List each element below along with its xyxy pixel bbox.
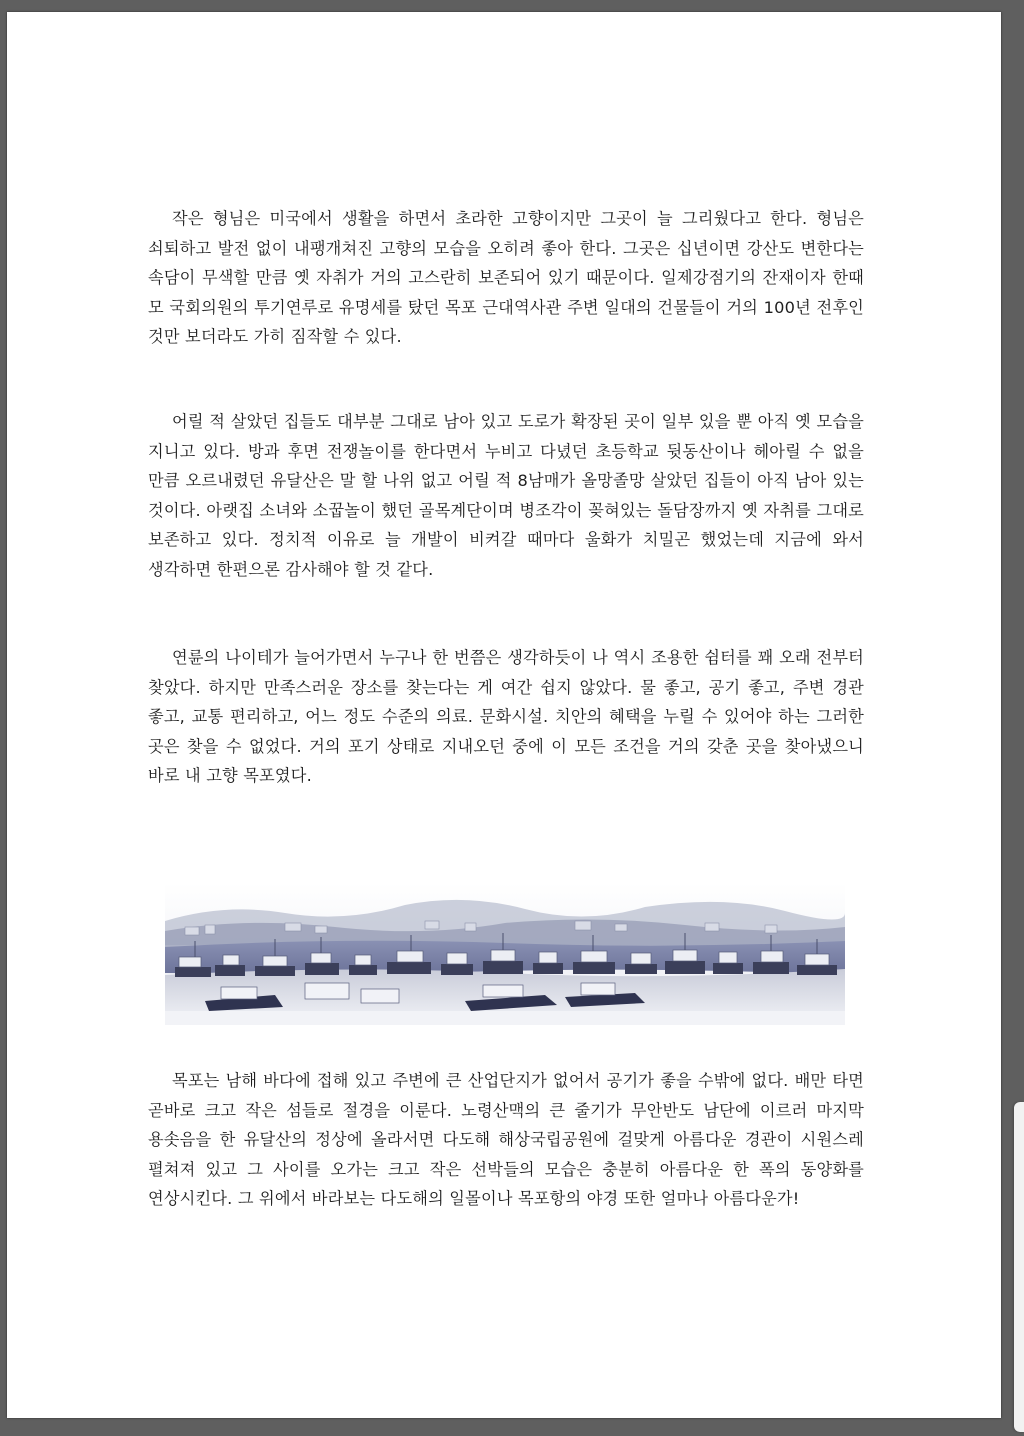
paragraph-1: 작은 형님은 미국에서 생활을 하면서 초라한 고향이지만 그곳이 늘 그리웠다고 한다. 형님은 쇠퇴하고 발전 없이 내팽개쳐진 고향의 모습을 오히려 좋아 한다. 그곳은 십년이면 강산도 변한다는 속담이 무색할 만큼 옛 자취가 거의 고스란히 보존되어 있기 때문이다. 일제강점기의 잔재이자 한때 모 국회의원의 투기연루로 유명세를 탔던 목포 근대역사관 주변 일대의 건물들이 거의 100년 전후인 것만 보더라도 가히 짐작할 수 있다. [148, 209, 864, 347]
document-page [7, 12, 1001, 1418]
paragraph-2: 어릴 적 살았던 집들도 대부분 그대로 남아 있고 도로가 확장된 곳이 일부 있을 뿐 아직 옛 모습을 지니고 있다. 방과 후면 전쟁놀이를 한다면서 누비고 다녔던 초등학교 뒷동산이나 헤아릴 수 없을 만큼 오르내렸던 유달산은 말 할 나위 없고 어릴 적 8남매가 올망졸망 살았던 집들이 아직 남아 있는 것이다. 아랫집 소녀와 소꿉놀이 했던 골목계단이며 병조각이 꽂혀있는 돌담장까지 옛 자취를 그대로 보존하고 있다. 정치적 이유로 늘 개발이 비켜갈 때마다 울화가 치밀곤 했었는데 지금에 와서 생각하면 한편으론 감사해야 할 것 같다. [148, 412, 864, 579]
harbor-photo [165, 883, 845, 1025]
scroll-handle[interactable] [1014, 1102, 1024, 1432]
paragraph-4: 목포는 남해 바다에 접해 있고 주변에 큰 산업단지가 없어서 공기가 좋을 수밖에 없다. 배만 타면 곧바로 크고 작은 섬들로 절경을 이룬다. 노령산맥의 큰 줄기가 무안반도 남단에 이르러 마지막 용솟음을 한 유달산의 정상에 올라서면 다도해 해상국립공원에 걸맞게 아름다운 경관이 시원스레 펼쳐져 있고 그 사이를 오가는 크고 작은 선박들의 모습은 충분히 아름다운 한 폭의 동양화를 연상시킨다. 그 위에서 바라보는 다도해의 일몰이나 목포항의 야경 또한 얼마나 아름다운가! [148, 1071, 864, 1209]
paragraph-3: 연륜의 나이테가 늘어가면서 누구나 한 번쯤은 생각하듯이 나 역시 조용한 쉼터를 꽤 오래 전부터 찾았다. 하지만 만족스러운 장소를 찾는다는 게 여간 쉽지 않았다. 물 좋고, 공기 좋고, 주변 경관 좋고, 교통 편리하고, 어느 정도 수준의 의료. 문화시설. 치안의 혜택을 누릴 수 있어야 하는 그러한 곳은 찾을 수 없었다. 거의 포기 상태로 지내오던 중에 이 모든 조건을 거의 갖춘 곳을 찾아냈으니 바로 내 고향 목포였다. [148, 648, 864, 786]
